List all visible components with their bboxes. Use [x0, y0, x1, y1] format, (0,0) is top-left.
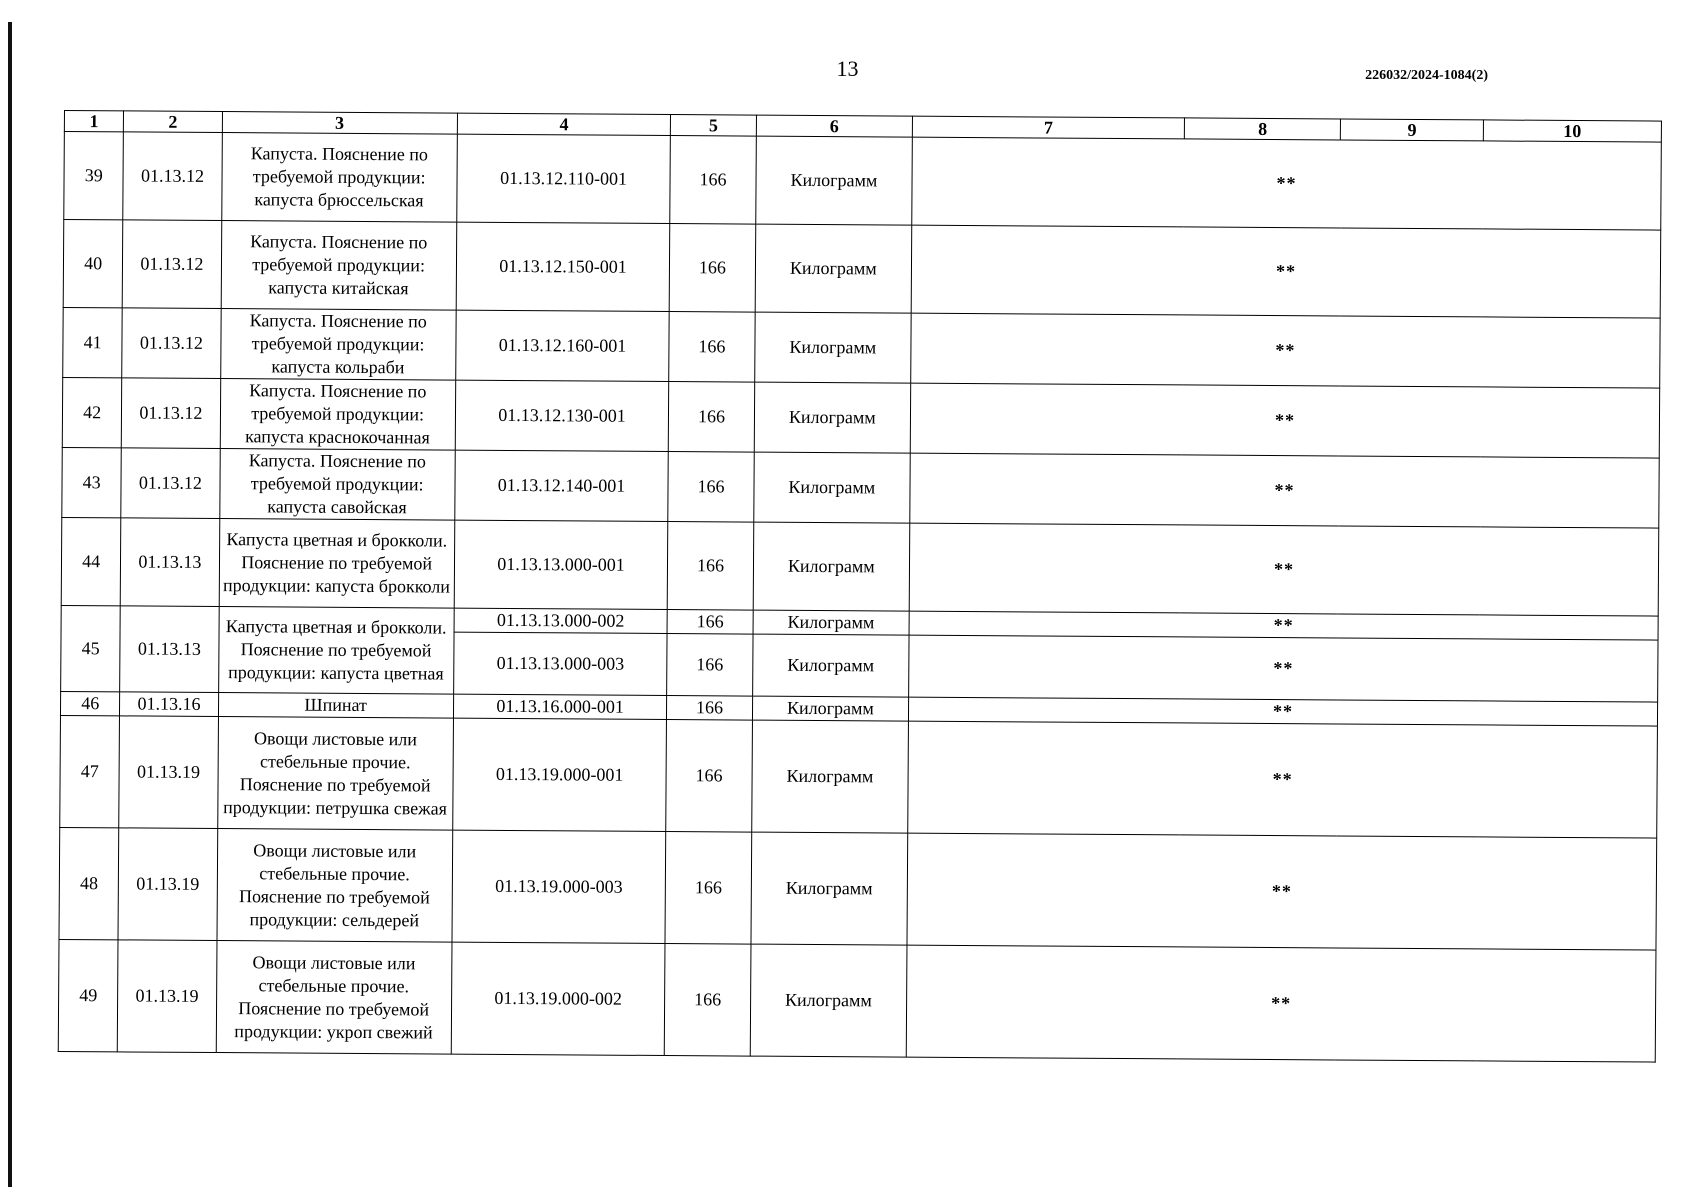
row-number: 46 [60, 691, 120, 715]
okei-code: 166 [666, 720, 752, 833]
okei-code: 166 [670, 224, 756, 313]
product-name: Капуста. Пояснение по требуемой продукции: капуста китайская [221, 221, 457, 311]
products-table [58, 110, 1662, 1063]
merged-value-cell: ** [909, 523, 1658, 616]
table-row [59, 827, 1657, 950]
product-name: Капуста. Пояснение по требуемой продукции: капуста кольраби [220, 309, 456, 381]
product-name: Капуста. Пояснение по требуемой продукции: капуста савойская [219, 449, 455, 521]
product-name: Капуста цветная и брокколи. Пояснение по требуемой продукции: капуста цветная [218, 607, 454, 695]
table-container [58, 110, 1662, 1063]
okei-code: 166 [667, 696, 752, 721]
column-header: 5 [671, 115, 756, 137]
okei-code: 166 [667, 610, 752, 635]
row-number: 41 [63, 307, 123, 377]
product-name: Овощи листовые или стебельные прочие. Пояснение по требуемой продукции: укроп свежий [216, 941, 452, 1055]
okpd-code: 01.13.12 [121, 448, 220, 519]
row-number: 40 [63, 220, 123, 308]
unit-name: Килограмм [751, 720, 908, 833]
ktru-code: 01.13.12.150-001 [456, 222, 670, 311]
unit-name: Килограмм [755, 224, 912, 313]
okei-code: 166 [665, 832, 751, 945]
row-number: 48 [59, 827, 119, 939]
merged-value-cell: ** [910, 453, 1659, 528]
table-row [62, 447, 1659, 528]
product-name: Овощи листовые или стебельные прочие. Пояснение по требуемой продукции: сельдерей [217, 829, 453, 943]
unit-name: Килограмм [753, 610, 910, 635]
merged-value-cell: ** [906, 945, 1656, 1062]
column-header: 3 [222, 112, 457, 135]
okpd-code: 01.13.12 [122, 308, 221, 379]
row-number: 47 [60, 715, 120, 827]
row-number: 49 [58, 939, 118, 1051]
unit-name: Килограмм [754, 312, 911, 383]
okpd-code: 01.13.16 [120, 692, 218, 717]
ktru-code: 01.13.19.000-002 [451, 942, 665, 1055]
column-header: 4 [457, 113, 671, 135]
product-name: Капуста цветная и брокколи. Пояснение по требуемой продукции: капуста брокколи [219, 519, 455, 609]
okpd-code: 01.13.12 [122, 378, 221, 449]
column-header: 2 [124, 111, 222, 133]
column-header: 7 [912, 116, 1184, 139]
okpd-code: 01.13.12 [123, 220, 222, 309]
ktru-code: 01.13.19.000-003 [452, 830, 666, 943]
merged-value-cell: ** [910, 383, 1659, 458]
unit-name: Килограмм [752, 634, 909, 697]
row-number: 42 [62, 377, 122, 447]
ktru-code: 01.13.19.000-001 [452, 718, 666, 831]
unit-name: Килограмм [755, 136, 912, 225]
merged-value-cell: ** [911, 313, 1660, 388]
row-number: 43 [62, 447, 122, 517]
okpd-code: 01.13.19 [118, 940, 217, 1053]
table-row [62, 377, 1659, 458]
table-row [60, 715, 1658, 838]
ktru-code: 01.13.12.140-001 [455, 450, 669, 521]
column-header: 9 [1341, 119, 1484, 141]
okei-code: 166 [665, 944, 751, 1057]
unit-name: Килограмм [752, 696, 909, 721]
page-number: 13 [836, 56, 859, 81]
column-header: 8 [1184, 118, 1341, 140]
table-row [58, 939, 1656, 1062]
merged-value-cell: ** [909, 635, 1658, 702]
unit-name: Килограмм [753, 522, 910, 611]
unit-name: Килограмм [750, 944, 907, 1057]
merged-value-cell: ** [912, 137, 1661, 230]
document-id: 226032/2024-1084(2) [1365, 68, 1488, 83]
table-row [63, 220, 1661, 319]
merged-value-cell: ** [909, 611, 1658, 640]
column-header: 1 [64, 111, 123, 132]
merged-value-cell: ** [909, 697, 1658, 726]
product-name: Капуста. Пояснение по требуемой продукции: капуста краснокочанная [220, 379, 456, 451]
row-number: 39 [64, 132, 124, 220]
scan-edge [8, 22, 12, 1187]
merged-value-cell: ** [908, 721, 1658, 838]
merged-value-cell: ** [907, 833, 1657, 950]
okei-code: 166 [670, 136, 756, 225]
okpd-code: 01.13.19 [119, 716, 218, 829]
table-row [61, 517, 1659, 616]
row-number: 44 [61, 517, 121, 605]
table-row [63, 307, 1660, 388]
okei-code: 166 [667, 634, 753, 697]
okpd-code: 01.13.12 [123, 132, 222, 221]
product-name: Капуста. Пояснение по требуемой продукции: капуста брюссельская [221, 133, 457, 223]
column-header: 10 [1483, 120, 1661, 142]
okpd-code: 01.13.13 [120, 606, 219, 693]
product-name: Шпинат [218, 693, 453, 719]
column-header: 6 [756, 115, 913, 137]
okei-code: 166 [669, 382, 755, 453]
ktru-code: 01.13.12.160-001 [455, 310, 669, 381]
okpd-code: 01.13.19 [118, 828, 217, 941]
ktru-code: 01.13.13.000-001 [454, 520, 668, 609]
ktru-code: 01.13.13.000-003 [453, 632, 667, 695]
okei-code: 166 [668, 452, 754, 523]
merged-value-cell: ** [911, 225, 1660, 318]
unit-name: Килограмм [753, 452, 910, 523]
okei-code: 166 [669, 312, 755, 383]
product-name: Овощи листовые или стебельные прочие. Пояснение по требуемой продукции: петрушка свежая [217, 717, 453, 831]
unit-name: Килограмм [754, 382, 911, 453]
okei-code: 166 [668, 522, 754, 611]
okpd-code: 01.13.13 [121, 518, 220, 607]
ktru-code: 01.13.12.130-001 [455, 380, 669, 451]
ktru-code: 01.13.13.000-002 [454, 608, 668, 633]
table-row [64, 132, 1662, 231]
ktru-code: 01.13.16.000-001 [453, 694, 667, 719]
row-number: 45 [61, 605, 121, 691]
unit-name: Килограмм [751, 832, 908, 945]
ktru-code: 01.13.12.110-001 [457, 134, 671, 223]
